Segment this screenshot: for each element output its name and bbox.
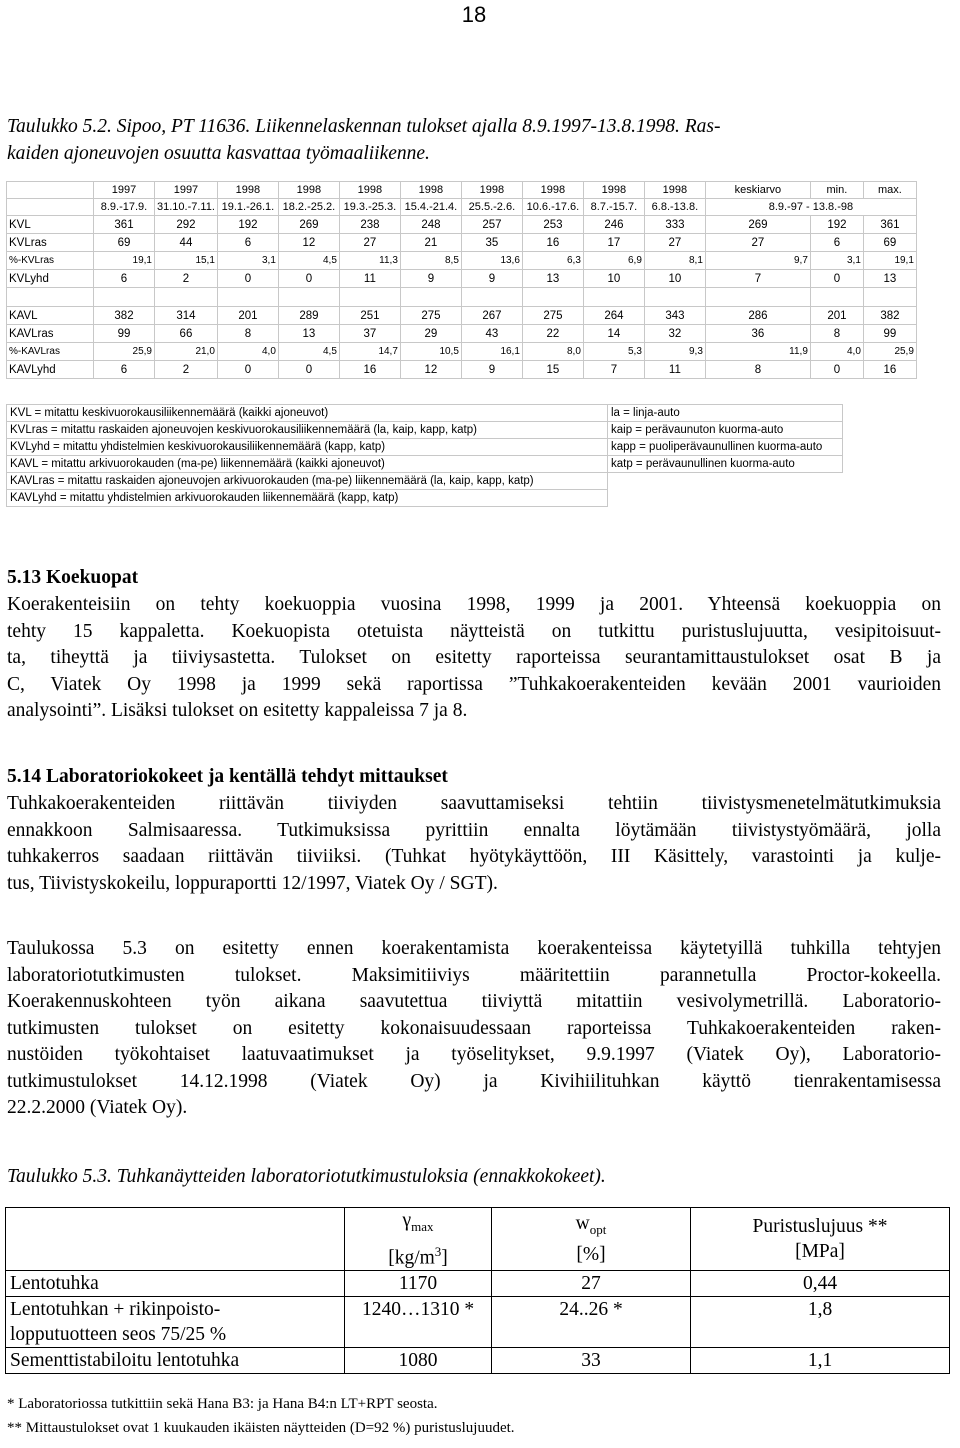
legend-row (7, 473, 843, 490)
table-row (7, 216, 917, 234)
text-line: tuhkakerros saadaan riittävän tiiviiksi. (Tuhkat hyötykäyttöön, III Käsittely, varastointi ja kulje- (7, 846, 941, 867)
text-line: 22.2.2000 (Viatek Oy). (7, 1097, 188, 1118)
text-line: Koerakenteisiin on tehty koekuoppia vuosina 1998, 1999 ja 2001. Yhteensä koekuoppia on (7, 594, 941, 615)
legend-row (7, 405, 843, 422)
table-cell: 11 (339, 270, 400, 288)
table-5-2-caption-line1: Taulukko 5.2. Sipoo, PT 11636. Liikennelaskennan tulokset ajalla 8.9.1997-13.8.1998. Ras- (7, 116, 721, 137)
text-line: tutkimusten tulokset on esitetty kokonaisuudessaan raporteissa Tuhkakoerakenteiden raken- (7, 1017, 941, 1039)
table-cell: 19,1 (94, 252, 155, 270)
table-cell: 25,9 (863, 343, 916, 361)
table-cell: 13,6 (461, 252, 522, 270)
empty-cell (810, 288, 863, 307)
table-cell: 43 (461, 325, 522, 343)
header-year: 1998 (217, 182, 278, 199)
table-cell: 13 (522, 270, 583, 288)
legend-vehicle-type: kaip = perävaunuton kuorma-auto (608, 422, 843, 439)
section-5-14-paragraph-1 (7, 791, 941, 897)
header-year: 1998 (339, 182, 400, 199)
table-cell: 44 (155, 234, 218, 252)
text-line: C, Viatek Oy 1998 ja 1999 sekä raportissa ”Tuhkakoerakenteiden kevään 2001 vaurioiden (7, 673, 941, 695)
table-cell: 5,3 (583, 343, 644, 361)
table-cell: 13 (863, 270, 916, 288)
table-cell: 286 (705, 307, 810, 325)
empty-cell (644, 288, 705, 307)
table-row (7, 234, 917, 252)
table-cell: 6 (217, 234, 278, 252)
table-cell: 314 (155, 307, 218, 325)
row-name-line2: lopputuotteen seos 75/25 % (10, 1324, 227, 1346)
table-cell: 27 (339, 234, 400, 252)
table-row (7, 343, 917, 361)
w-subscript: opt (589, 1222, 607, 1238)
header-date: 8.9.-97 - 13.8.-98 (705, 199, 916, 216)
row-name (6, 1297, 345, 1348)
section-5-13-heading: 5.13 Koekuopat (7, 567, 139, 588)
strength-label: Puristuslujuus ** (752, 1216, 888, 1238)
table-cell: 32 (644, 325, 705, 343)
header-year: 1997 (94, 182, 155, 199)
table-cell: 17 (583, 234, 644, 252)
table-cell: 14 (583, 325, 644, 343)
legend-definition: KAVLyhd = mitattu yhdistelmien arkivuorokauden liikennemäärä (kapp, katp) (7, 490, 608, 507)
table-cell: 251 (339, 307, 400, 325)
legend-definition: KAVLras = mitattu raskaiden ajoneuvojen arkivuorokauden (ma-pe) liikennemäärä (la, kaip, kapp, katp) (7, 473, 608, 490)
table-cell: 253 (522, 216, 583, 234)
header-date: 19.1.-26.1. (217, 199, 278, 216)
table-cell: 192 (810, 216, 863, 234)
table-cell: 201 (217, 307, 278, 325)
table-cell: 12 (400, 361, 461, 379)
table-cell: 269 (278, 216, 339, 234)
header-year: 1998 (644, 182, 705, 199)
row-strength: 1,8 (691, 1297, 950, 1348)
table-cell: 12 (278, 234, 339, 252)
table-cell: 361 (94, 216, 155, 234)
text-line: nustöiden työkohtaiset laatuvaatimukset ja työselitykset, 9.9.1997 (Viatek Oy), Laboratorio- (7, 1044, 941, 1065)
table-cell: 292 (155, 216, 218, 234)
table-cell: 15 (522, 361, 583, 379)
empty-cell (522, 288, 583, 307)
lab-table-row (6, 1348, 950, 1374)
text-line: tehty 15 kappaletta. Koekuopista otetuista näytteistä on tutkittu puristuslujuutta, vesipitoisuut- (7, 620, 941, 642)
table-cell: 0 (810, 270, 863, 288)
row-label: KVL (7, 216, 94, 234)
table-cell: 11,3 (339, 252, 400, 270)
row-label: %-KVLras (7, 252, 94, 270)
row-w: 27 (492, 1271, 691, 1297)
header-dates-row (7, 199, 917, 216)
strength-unit: [MPa] (795, 1241, 845, 1263)
section-5-13-text (7, 592, 941, 725)
header-year: 1997 (155, 182, 218, 199)
table-cell: 21,0 (155, 343, 218, 361)
table-cell: 6,3 (522, 252, 583, 270)
table-cell: 99 (94, 325, 155, 343)
header-date: 19.3.-25.3. (339, 199, 400, 216)
table-cell: 343 (644, 307, 705, 325)
table-cell: 238 (339, 216, 400, 234)
table-cell: 10,5 (400, 343, 461, 361)
text-line: laboratoriotutkimusten tulokset. Maksimitiiviys määritettiin parannetulla Proctor-kokeella. (7, 964, 941, 986)
table-row (7, 252, 917, 270)
header-year: 1998 (278, 182, 339, 199)
header-years-row (7, 182, 917, 199)
table-cell: 16 (522, 234, 583, 252)
table-5-3-caption: Taulukko 5.3. Tuhkanäytteiden laboratoriotutkimustuloksia (ennakkokokeet). (7, 1166, 606, 1187)
row-gamma: 1170 (345, 1271, 492, 1297)
table-cell: 2 (155, 361, 218, 379)
legend-definition: KVLyhd = mitattu yhdistelmien keskivuorokausiliikennemäärä (kapp, katp) (7, 439, 608, 456)
legend-vehicle-type: kapp = puoliperävaunullinen kuorma-auto (608, 439, 843, 456)
legend-definition: KAVL = mitattu arkivuorokauden (ma-pe) liikennemäärä (kaikki ajoneuvot) (7, 456, 608, 473)
table-cell: 269 (705, 216, 810, 234)
table-cell: 8 (705, 361, 810, 379)
row-name: Sementtistabiloitu lentotuhka (6, 1348, 345, 1374)
table-cell: 15,1 (155, 252, 218, 270)
text-line: Koerakennuskohteen työn aikana saavutettua tiiviyttä mitattiin vesivolymetrillä. Laboratorio- (7, 991, 941, 1012)
row-gamma: 1240…1310 * (345, 1297, 492, 1348)
table-cell: 382 (94, 307, 155, 325)
legend-definition: KVL = mitattu keskivuorokausiliikennemäärä (kaikki ajoneuvot) (7, 405, 608, 422)
empty-cell (7, 288, 94, 307)
table-row (7, 307, 917, 325)
row-label: %-KAVLras (7, 343, 94, 361)
row-label: KAVLyhd (7, 361, 94, 379)
row-label: KVLras (7, 234, 94, 252)
row-name-line1: Lentotuhkan + rikinpoisto- (10, 1299, 221, 1321)
table-cell: 289 (278, 307, 339, 325)
section-5-14-heading: 5.14 Laboratoriokokeet ja kentällä tehdyt mittaukset (7, 766, 448, 787)
footnote-1: * Laboratoriossa tutkittiin sekä Hana B3: ja Hana B4:n LT+RPT seosta. (7, 1396, 438, 1412)
table-cell: 25,9 (94, 343, 155, 361)
legend-definition: KVLras = mitattu raskaiden ajoneuvojen keskivuorokausiliikennemäärä (la, kaip, kapp, katp) (7, 422, 608, 439)
table-cell: 382 (863, 307, 916, 325)
legend-vehicle-type (608, 490, 843, 507)
table-cell: 3,1 (217, 252, 278, 270)
gamma-unit-close: ] (441, 1247, 448, 1269)
traffic-count-table (6, 181, 917, 379)
gamma-subscript: max (411, 1218, 434, 1234)
table-cell: 21 (400, 234, 461, 252)
table-cell: 361 (863, 216, 916, 234)
text-line: ta, tiheyttä ja tiiviysastetta. Tulokset on esitetty raporteissa seurantamittaustulokset osat B ja (7, 647, 941, 668)
table-cell: 8,5 (400, 252, 461, 270)
header-gamma-max (345, 1208, 492, 1271)
header-w-opt (492, 1208, 691, 1271)
section-5-14-paragraph-2 (7, 936, 941, 1122)
header-year: min. (810, 182, 863, 199)
table-cell: 2 (155, 270, 218, 288)
empty-cell (94, 288, 155, 307)
table-cell: 14,7 (339, 343, 400, 361)
table-cell: 6 (94, 361, 155, 379)
empty-cell (583, 288, 644, 307)
table-cell: 6 (810, 234, 863, 252)
table-row (7, 270, 917, 288)
table-cell: 10 (644, 270, 705, 288)
table-cell: 9 (461, 361, 522, 379)
table-cell: 16,1 (461, 343, 522, 361)
text-line: Taulukossa 5.3 on esitetty ennen koerakentamista koerakenteissa käytetyillä tuhkilla tehtyjen (7, 938, 941, 959)
gamma-symbol: γ (402, 1210, 412, 1231)
header-date: 6.8.-13.8. (644, 199, 705, 216)
header-strength (691, 1208, 950, 1271)
text-line: tus, Tiivistyskokeilu, loppuraportti 12/1997, Viatek Oy / SGT). (7, 872, 498, 894)
row-label: KAVL (7, 307, 94, 325)
table-cell: 4,5 (278, 343, 339, 361)
lab-table-row (6, 1271, 950, 1297)
header-year: 1998 (461, 182, 522, 199)
lab-results-table (5, 1207, 950, 1374)
table-cell: 36 (705, 325, 810, 343)
table-5-2-caption-line2: kaiden ajoneuvojen osuutta kasvattaa työmaaliikenne. (7, 143, 430, 164)
table-row (7, 361, 917, 379)
empty-cell (461, 288, 522, 307)
row-w: 33 (492, 1348, 691, 1374)
table-cell: 0 (278, 270, 339, 288)
table-cell: 9 (400, 270, 461, 288)
empty-cell (278, 288, 339, 307)
empty-cell (155, 288, 218, 307)
table-cell: 3,1 (810, 252, 863, 270)
table-cell: 29 (400, 325, 461, 343)
table-cell: 8 (217, 325, 278, 343)
table-cell: 8,1 (644, 252, 705, 270)
table-cell: 37 (339, 325, 400, 343)
legend-row (7, 456, 843, 473)
table-cell: 69 (863, 234, 916, 252)
row-name: Lentotuhka (6, 1271, 345, 1297)
table-cell: 0 (217, 361, 278, 379)
table-cell: 16 (863, 361, 916, 379)
table-cell: 267 (461, 307, 522, 325)
table-cell: 0 (278, 361, 339, 379)
table-cell: 16 (339, 361, 400, 379)
header-year: keskiarvo (705, 182, 810, 199)
empty-cell (863, 288, 916, 307)
row-label: KVLyhd (7, 270, 94, 288)
table-cell: 8 (810, 325, 863, 343)
table-cell: 27 (644, 234, 705, 252)
header-date: 10.6.-17.6. (522, 199, 583, 216)
table-row (7, 325, 917, 343)
table-cell: 7 (583, 361, 644, 379)
legend-row (7, 490, 843, 507)
text-line: tutkimustulokset 14.12.1998 (Viatek Oy) ja Kivihiilituhkan käyttö tienrakentamisessa (7, 1070, 941, 1092)
table-cell: 13 (278, 325, 339, 343)
header-date: 15.4.-21.4. (400, 199, 461, 216)
table-cell: 0 (810, 361, 863, 379)
table-cell: 4,0 (217, 343, 278, 361)
text-line: analysointi”. Lisäksi tulokset on esitetty kappaleissa 7 ja 8. (7, 700, 468, 721)
lab-table-row (6, 1297, 950, 1348)
table-cell: 4,0 (810, 343, 863, 361)
table-cell: 11,9 (705, 343, 810, 361)
abbreviation-legend (6, 404, 843, 507)
row-strength: 1,1 (691, 1348, 950, 1374)
table-cell: 275 (522, 307, 583, 325)
legend-vehicle-type: la = linja-auto (608, 405, 843, 422)
row-label: KAVLras (7, 325, 94, 343)
table-cell: 69 (94, 234, 155, 252)
header-date: 25.5.-2.6. (461, 199, 522, 216)
legend-vehicle-type: katp = perävaunullinen kuorma-auto (608, 456, 843, 473)
table-cell: 9 (461, 270, 522, 288)
table-cell: 7 (705, 270, 810, 288)
header-year: max. (863, 182, 916, 199)
table-cell: 192 (217, 216, 278, 234)
table-cell: 19,1 (863, 252, 916, 270)
header-empty-cell (6, 1208, 345, 1271)
header-year: 1998 (522, 182, 583, 199)
header-empty-cell (7, 182, 94, 199)
table-cell: 99 (863, 325, 916, 343)
header-date: 8.9.-17.9. (94, 199, 155, 216)
table-cell: 6,9 (583, 252, 644, 270)
table-cell: 6 (94, 270, 155, 288)
table-cell: 4,5 (278, 252, 339, 270)
table-cell: 66 (155, 325, 218, 343)
table-cell: 27 (705, 234, 810, 252)
table-cell: 275 (400, 307, 461, 325)
table-cell: 257 (461, 216, 522, 234)
lab-table-header-row (6, 1208, 950, 1271)
table-cell: 9,3 (644, 343, 705, 361)
gamma-unit: [kg/m (388, 1247, 435, 1269)
text-line: Tuhkakoerakenteiden riittävän tiiviyden saavuttamiseksi tehtiin tiivistysmenetelmätutkimuksia (7, 793, 941, 814)
table-cell: 22 (522, 325, 583, 343)
table-cell: 9,7 (705, 252, 810, 270)
empty-cell (705, 288, 810, 307)
table-cell: 11 (644, 361, 705, 379)
footnote-2: ** Mittaustulokset ovat 1 kuukauden ikäisten näytteiden (D=92 %) puristuslujuudet. (7, 1420, 515, 1436)
table-cell: 246 (583, 216, 644, 234)
header-date: 31.10.-7.11. (155, 199, 218, 216)
row-strength: 0,44 (691, 1271, 950, 1297)
table-cell: 264 (583, 307, 644, 325)
header-year: 1998 (583, 182, 644, 199)
empty-cell (339, 288, 400, 307)
row-gamma: 1080 (345, 1348, 492, 1374)
gamma-unit-sup: 3 (434, 1243, 442, 1259)
text-line: ennakkoon Salmisaaressa. Tutkimuksissa pyrittiin ennalta löytämään tiivistystyömäärä, jolla (7, 819, 941, 841)
header-date: 18.2.-25.2. (278, 199, 339, 216)
table-cell: 0 (217, 270, 278, 288)
w-symbol: w (575, 1213, 590, 1235)
row-w: 24..26 * (492, 1297, 691, 1348)
w-unit: [%] (576, 1244, 606, 1266)
table-cell: 35 (461, 234, 522, 252)
spacer-row (7, 288, 917, 307)
header-empty-cell (7, 199, 94, 216)
page-number: 18 (461, 2, 487, 27)
legend-vehicle-type (608, 473, 843, 490)
empty-cell (217, 288, 278, 307)
table-cell: 333 (644, 216, 705, 234)
table-cell: 201 (810, 307, 863, 325)
table-cell: 8,0 (522, 343, 583, 361)
empty-cell (400, 288, 461, 307)
header-year: 1998 (400, 182, 461, 199)
table-cell: 248 (400, 216, 461, 234)
table-cell: 10 (583, 270, 644, 288)
header-date: 8.7.-15.7. (583, 199, 644, 216)
legend-row (7, 439, 843, 456)
legend-row (7, 422, 843, 439)
